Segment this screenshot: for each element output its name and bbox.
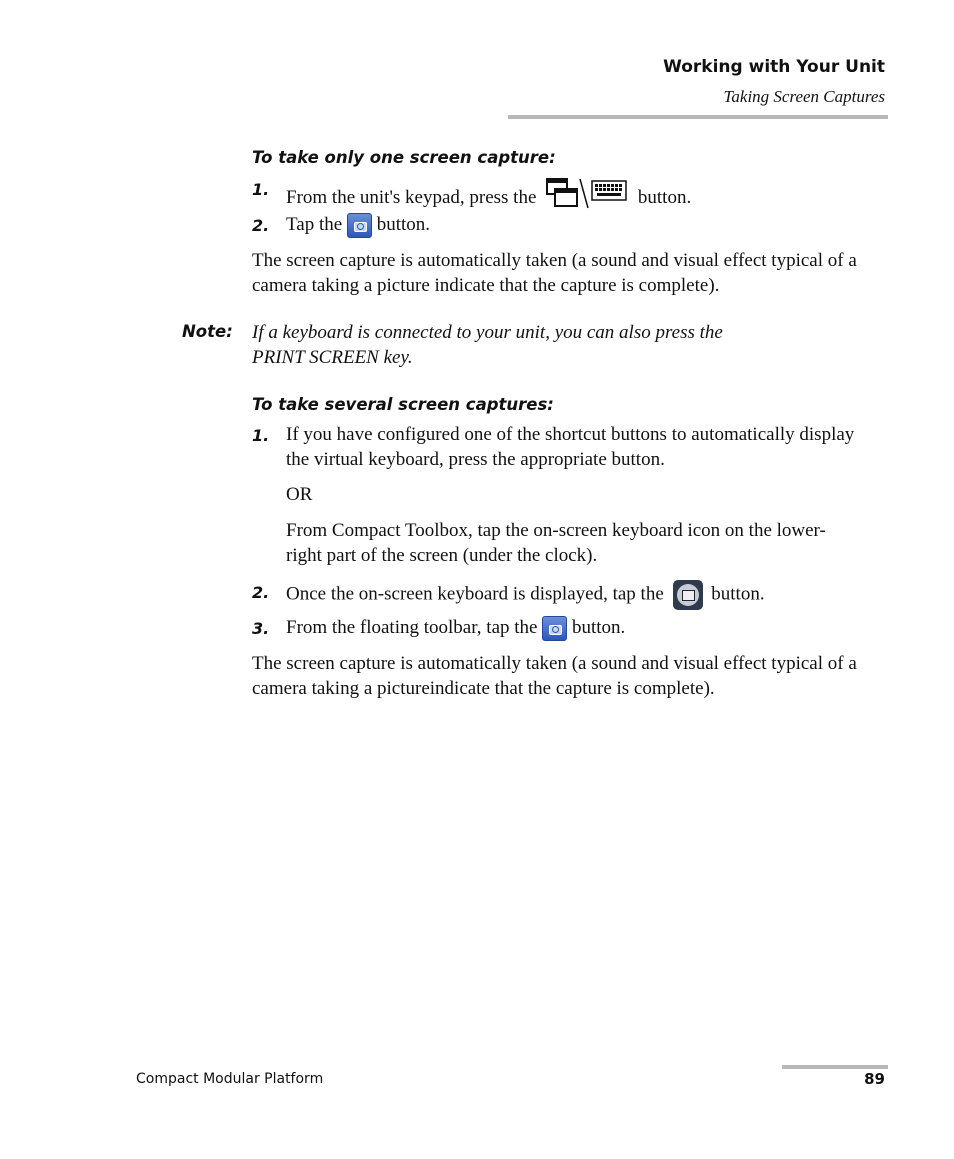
step-text: button. <box>571 617 626 638</box>
single-step-2 <box>286 213 430 238</box>
several-step-1-alternative: From Compact Toolbox, tap the on-screen keyboard icon on the lower-right part of the screen (under the clock). <box>286 520 826 566</box>
step-number: 1. <box>252 426 270 445</box>
camera-icon <box>542 616 567 641</box>
single-result-paragraph: The screen capture is automatically taken (a sound and visual effect typical of a camera taking a picture indicate that the capture is complete). <box>252 250 857 296</box>
page-number: 89 <box>864 1070 885 1088</box>
note-line: PRINT SCREEN key. <box>252 346 413 368</box>
step-number: 1. <box>252 180 270 199</box>
screen-capture-icon <box>673 580 703 610</box>
note-text <box>252 321 852 370</box>
note-label: Note: <box>182 322 233 341</box>
camera-icon <box>347 213 372 238</box>
header-divider <box>508 115 888 119</box>
step-number: 2. <box>252 216 270 235</box>
several-captures-heading: To take several screen captures: <box>252 395 554 414</box>
step-text: button. <box>637 186 692 208</box>
step-text: From the floating toolbar, tap the <box>286 617 538 638</box>
step-text: Tap the <box>286 214 343 235</box>
windows-keyboard-key-icon <box>545 177 629 220</box>
product-name: Compact Modular Platform <box>136 1071 324 1087</box>
several-result-paragraph: The screen capture is automatically taken (a sound and visual effect typical of a camera taking a pictureindicate that the capture is complete). <box>252 653 857 699</box>
several-step-2 <box>286 580 765 610</box>
several-step-3 <box>286 616 625 641</box>
step-number: 2. <box>252 583 270 602</box>
note-line: If a keyboard is connected to your unit, you can also press the <box>252 322 723 343</box>
several-step-1: If you have configured one of the shortcut buttons to automatically display the virtual keyboard, press the appropriate button. <box>286 424 855 470</box>
step-text: Once the on-screen keyboard is displayed, tap the <box>286 583 664 605</box>
or-text: OR <box>286 484 313 505</box>
step-text: button. <box>376 214 430 235</box>
single-capture-heading: To take only one screen capture: <box>252 148 556 167</box>
step-text: button. <box>711 583 765 605</box>
footer-divider <box>782 1065 888 1069</box>
step-number: 3. <box>252 619 270 638</box>
section-title: Taking Screen Captures <box>723 87 885 106</box>
step-text: From the unit's keypad, press the <box>286 186 537 208</box>
chapter-title: Working with Your Unit <box>663 57 885 77</box>
